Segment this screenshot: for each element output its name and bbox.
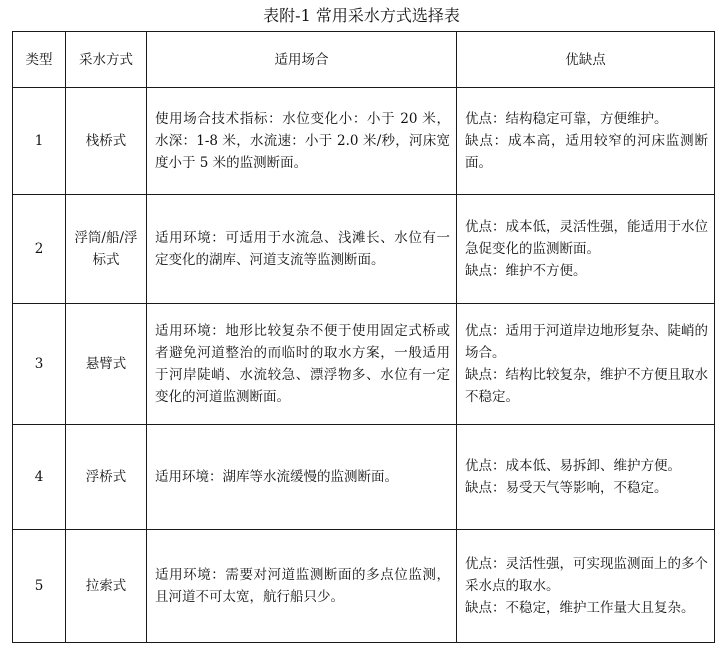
- pros-cons-cell: [457, 304, 715, 425]
- scenario-cell: 适用环境：可适用于水流急、浅滩长、水位有一定变化的湖库、河道支流等监测断面。: [147, 195, 457, 304]
- table-row: [13, 88, 715, 195]
- type-cell: 4: [13, 425, 66, 530]
- scenario-cell: 适用环境：需要对河道监测断面的多点位监测，且河道不可太宽，航行船只少。: [147, 530, 457, 643]
- pros-cons-cell: [457, 530, 715, 643]
- pros-text: 优点：适用于河道岸边地形复杂、陡峭的场合。: [465, 323, 708, 361]
- table-row: [13, 195, 715, 304]
- type-cell: 1: [13, 88, 66, 195]
- method-cell: 浮筒/船/浮标式: [66, 195, 147, 304]
- method-cell: 浮桥式: [66, 425, 147, 530]
- pros-text: 优点：成本低、易拆卸、维护方便。: [465, 458, 681, 474]
- header-pros-cons: 优缺点: [457, 32, 715, 88]
- cons-text: 缺点：维护不方便。: [465, 263, 587, 279]
- type-cell: 3: [13, 304, 66, 425]
- scenario-cell: 适用环境：湖库等水流缓慢的监测断面。: [147, 425, 457, 530]
- pros-text: 优点：结构稳定可靠，方便维护。: [465, 111, 668, 127]
- table-row: [13, 304, 715, 425]
- cons-text: 缺点：成本高，适用较窄的河床监测断面。: [465, 133, 708, 171]
- pros-cons-cell: [457, 195, 715, 304]
- cons-text: 缺点：不稳定，维护工作量大且复杂。: [465, 600, 695, 616]
- method-cell: 拉索式: [66, 530, 147, 643]
- header-type: 类型: [13, 32, 66, 88]
- pros-cons-cell: [457, 88, 715, 195]
- table-header-row: [13, 32, 715, 88]
- scenario-cell: 使用场合技术指标：水位变化小：小于 20 米，水深：1-8 米，水流速：小于 2.0 米/秒，河床宽度小于 5 米的监测断面。: [147, 88, 457, 195]
- type-cell: 5: [13, 530, 66, 643]
- header-scenario: 适用场合: [147, 32, 457, 88]
- table-row: [13, 425, 715, 530]
- cons-text: 缺点：易受天气等影响，不稳定。: [465, 480, 668, 496]
- table-row: [13, 530, 715, 643]
- scenario-cell: 适用环境：地形比较复杂不便于使用固定式桥或者避免河道整治的而临时的取水方案，一般适用于河岸陡峭、水流较急、漂浮物多、水位有一定变化的河道监测断面。: [147, 304, 457, 425]
- header-method: 采水方式: [66, 32, 147, 88]
- method-cell: 悬臂式: [66, 304, 147, 425]
- pros-text: 优点：成本低，灵活性强，能适用于水位急促变化的监测断面。: [465, 219, 708, 257]
- method-cell: 栈桥式: [66, 88, 147, 195]
- pros-text: 优点：灵活性强，可实现监测面上的多个采水点的取水。: [465, 556, 708, 594]
- type-cell: 2: [13, 195, 66, 304]
- cons-text: 缺点：结构比较复杂，维护不方便且取水不稳定。: [465, 367, 708, 405]
- pros-cons-cell: [457, 425, 715, 530]
- table-title: 表附-1 常用采水方式选择表: [263, 6, 460, 25]
- water-sampling-method-table: [12, 31, 715, 643]
